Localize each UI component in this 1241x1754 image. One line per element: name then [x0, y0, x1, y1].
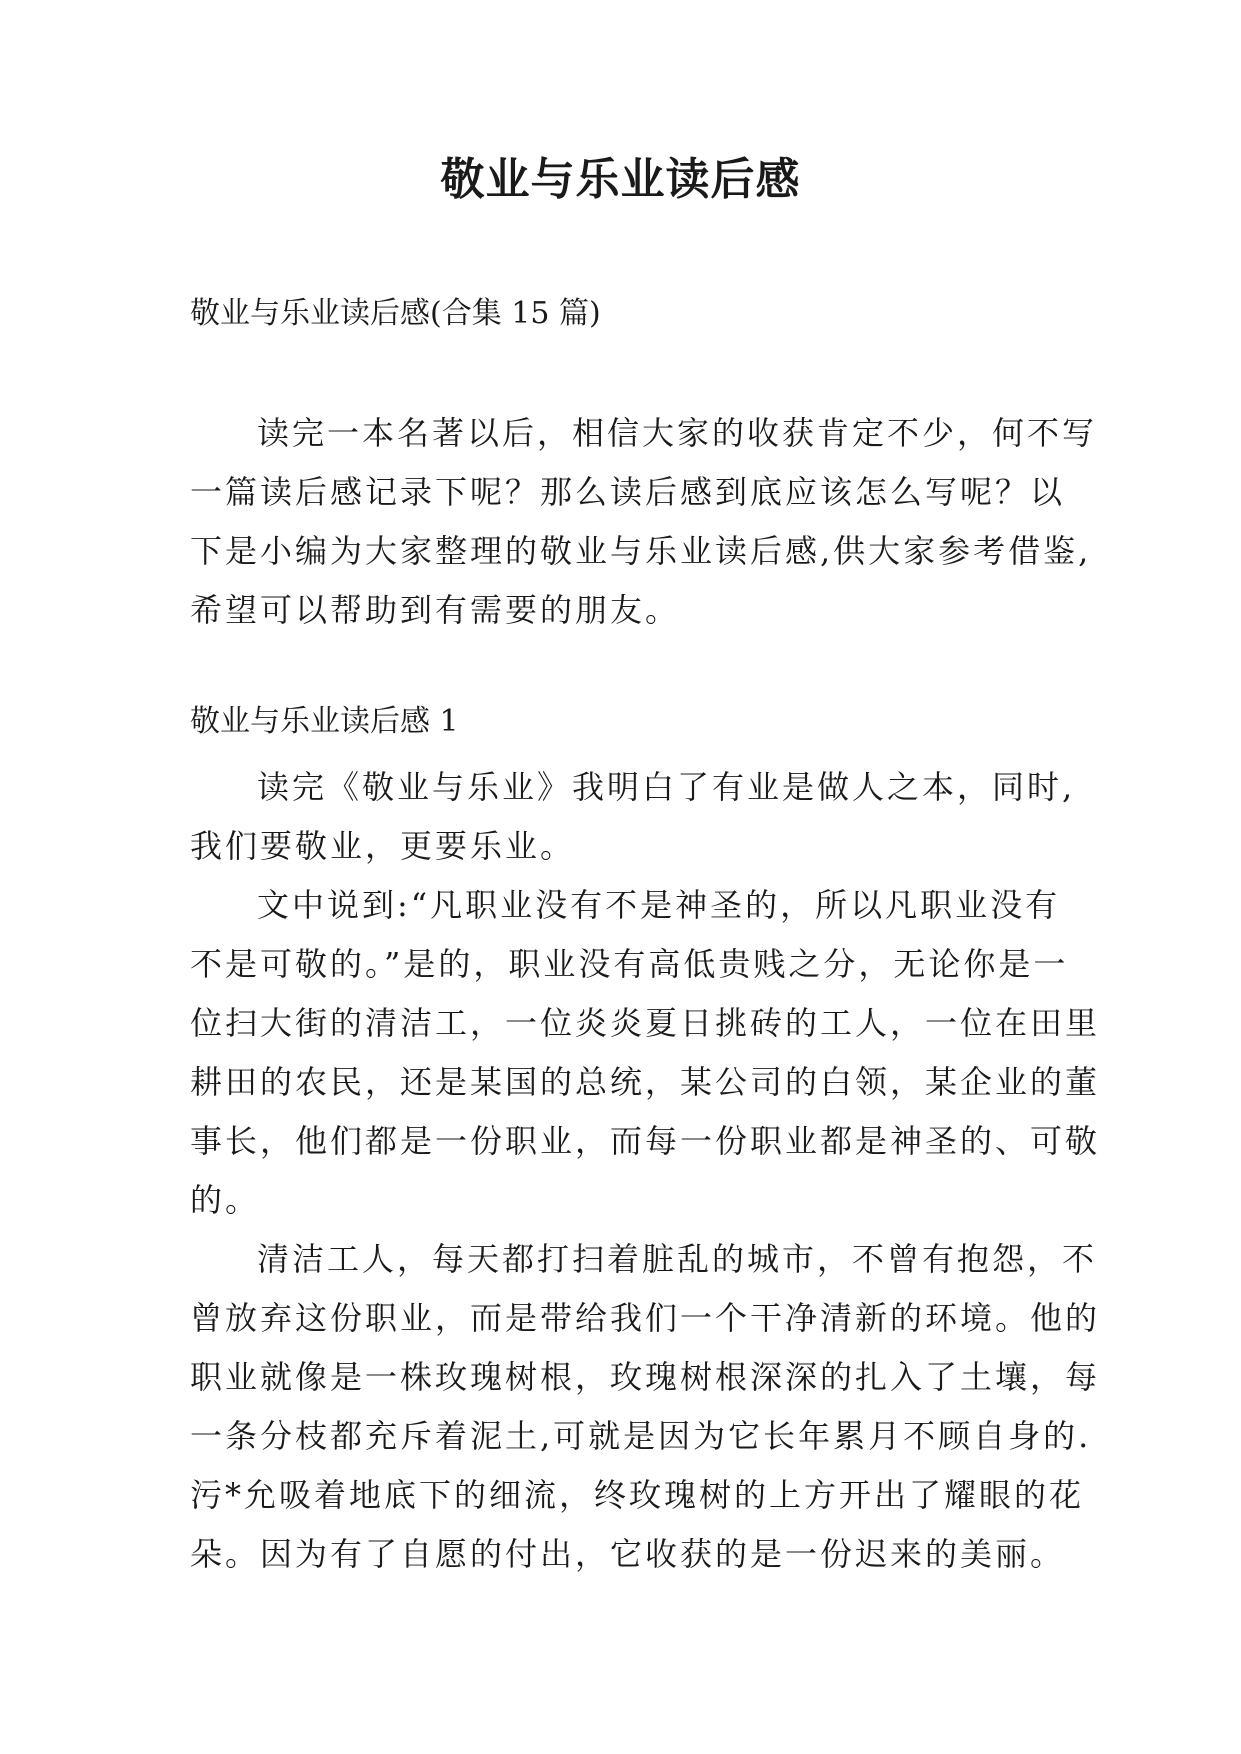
- body-line: 位扫大街的清洁工，一位炎炎夏日挑砖的工人，一位在田里: [190, 1004, 1101, 1042]
- body-line: 文中说到:“凡职业没有不是神圣的，所以凡职业没有: [257, 886, 1061, 924]
- body-paragraph: [190, 1230, 1101, 1584]
- body-line: 的。: [190, 1181, 261, 1219]
- body-line: 朵。因为有了自愿的付出，它收获的是一份迟来的美丽。: [190, 1535, 1066, 1573]
- body-line: 读完《敬业与乐业》我明白了有业是做人之本，同时,: [257, 768, 1076, 806]
- body-line: 不是可敬的。”是的，职业没有高低贵贱之分，无论你是一: [190, 945, 1069, 983]
- document-title: 敬业与乐业读后感: [440, 154, 801, 205]
- document-subtitle: 敬业与乐业读后感(合集 15 篇): [190, 296, 601, 331]
- body-paragraph: [190, 758, 1076, 876]
- body-line: 我们要敬业，更要乐业。: [190, 827, 576, 865]
- intro-paragraph: [190, 404, 1098, 640]
- section-body: [190, 758, 1101, 1584]
- body-line: 职业就像是一株玫瑰树根，玫瑰树根深深的扎入了土壤，每: [190, 1358, 1101, 1396]
- section-heading: 敬业与乐业读后感 1: [190, 704, 459, 739]
- intro-line: 一篇读后感记录下呢？那么读后感到底应该怎么写呢？以: [190, 473, 1066, 511]
- body-paragraph: [190, 876, 1101, 1230]
- intro-line: 下是小编为大家整理的敬业与乐业读后感,供大家参考借鉴,: [190, 532, 1092, 570]
- intro-line: 读完一本名著以后，相信大家的收获肯定不少，何不写: [257, 414, 1098, 452]
- body-line: 一条分枝都充斥着泥土,可就是因为它长年累月不顾自身的.: [190, 1417, 1092, 1455]
- body-line: 污*允吸着地底下的细流，终玫瑰树的上方开出了耀眼的花: [190, 1476, 1085, 1514]
- body-line: 曾放弃这份职业，而是带给我们一个干净清新的环境。他的: [190, 1299, 1101, 1337]
- body-line: 事长，他们都是一份职业，而每一份职业都是神圣的、可敬: [190, 1122, 1101, 1160]
- body-line: 清洁工人，每天都打扫着脏乱的城市，不曾有抱怨，不: [257, 1240, 1098, 1278]
- body-line: 耕田的农民，还是某国的总统，某公司的白领，某企业的董: [190, 1063, 1101, 1101]
- intro-line: 希望可以帮助到有需要的朋友。: [190, 591, 681, 629]
